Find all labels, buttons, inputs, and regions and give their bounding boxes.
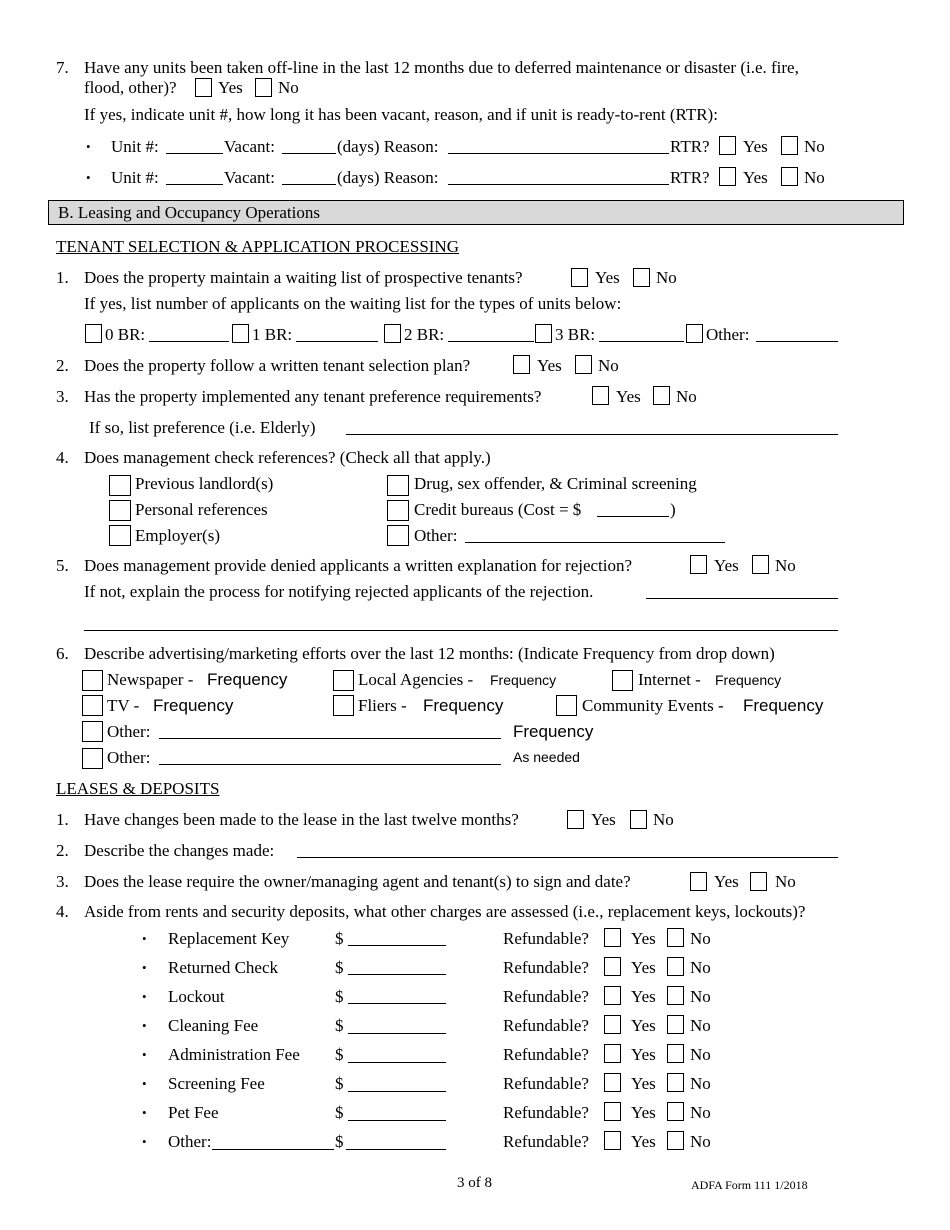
- ad-local-agencies-frequency-select[interactable]: Frequency: [490, 672, 557, 688]
- ad-community-events-frequency-select[interactable]: Frequency: [743, 696, 824, 715]
- unit-3br-field[interactable]: [599, 341, 684, 342]
- fee-administration-amount[interactable]: [348, 1062, 446, 1063]
- fee-lockout-label: Lockout: [168, 987, 225, 1006]
- yes-label: Yes: [631, 1016, 656, 1035]
- fee-cleaning-amount[interactable]: [348, 1033, 446, 1034]
- ref-previous-landlord-checkbox[interactable]: [109, 475, 131, 496]
- ad-community-events-checkbox[interactable]: [556, 695, 577, 716]
- yes-label: Yes: [631, 958, 656, 977]
- ad-other1-label: Other:: [107, 722, 151, 741]
- no-label: No: [690, 1045, 711, 1064]
- dollar-sign: $: [335, 1132, 344, 1151]
- leases-q1-no-checkbox[interactable]: [630, 810, 647, 829]
- reason-field[interactable]: [448, 153, 669, 154]
- yes-label: Yes: [631, 987, 656, 1006]
- leases-q1-number: 1.: [56, 810, 69, 829]
- fee-other-refundable-no[interactable]: [667, 1131, 684, 1150]
- unit-2br-field[interactable]: [448, 341, 534, 342]
- yes-label: Yes: [631, 929, 656, 948]
- ref-other-label: Other:: [414, 526, 458, 545]
- leases-q1-text: Have changes been made to the lease in the last twelve months?: [84, 810, 519, 829]
- yes-label: Yes: [743, 168, 768, 187]
- no-label: No: [656, 268, 677, 287]
- no-label: No: [690, 1103, 711, 1122]
- preference-field[interactable]: [346, 434, 838, 435]
- fee-other-name-field[interactable]: [212, 1149, 334, 1150]
- unit-label: Unit #:: [111, 168, 159, 187]
- bullet: •: [142, 1134, 147, 1149]
- refundable-label: Refundable?: [503, 1103, 589, 1122]
- no-label: No: [690, 1016, 711, 1035]
- refundable-label: Refundable?: [503, 1045, 589, 1064]
- rtr-yes-checkbox[interactable]: [719, 167, 736, 186]
- q7-number: 7.: [56, 58, 69, 77]
- ad-tv-label: TV -: [107, 696, 140, 715]
- unit-other-field[interactable]: [756, 341, 838, 342]
- vacant-days-field[interactable]: [282, 184, 336, 185]
- unit-number-field[interactable]: [166, 153, 223, 154]
- fee-administration-refundable-yes[interactable]: [604, 1044, 621, 1063]
- rtr-no-checkbox[interactable]: [781, 136, 798, 155]
- refundable-label: Refundable?: [503, 1132, 589, 1151]
- form-id: ADFA Form 111 1/2018: [691, 1178, 808, 1192]
- no-label: No: [775, 556, 796, 575]
- leases-q3-text: Does the lease require the owner/managing agent and tenant(s) to sign and date?: [84, 872, 631, 891]
- tenant-q1-yes-checkbox[interactable]: [571, 268, 588, 287]
- section-b-header: [48, 200, 904, 225]
- ad-fliers-checkbox[interactable]: [333, 695, 354, 716]
- refundable-label: Refundable?: [503, 1074, 589, 1093]
- ad-newspaper-label: Newspaper -: [107, 670, 194, 689]
- ad-local-agencies-label: Local Agencies -: [358, 670, 474, 689]
- fee-pet-refundable-yes[interactable]: [604, 1102, 621, 1121]
- leases-q3-yes-checkbox[interactable]: [690, 872, 707, 891]
- ad-fliers-label: Fliers -: [358, 696, 407, 715]
- bullet: •: [142, 931, 147, 946]
- bullet: •: [142, 1076, 147, 1091]
- tenant-q5-text: Does management provide denied applicants a written explanation for rejection?: [84, 556, 633, 575]
- days-reason-label: (days) Reason:: [337, 168, 439, 187]
- bullet: •: [142, 989, 147, 1004]
- dollar-sign: $: [335, 929, 344, 948]
- fee-replacement-key-label: Replacement Key: [168, 929, 290, 948]
- tenant-q2-no-checkbox[interactable]: [575, 355, 592, 374]
- tenant-q3-text: Has the property implemented any tenant preference requirements?: [84, 387, 542, 406]
- refundable-label: Refundable?: [503, 1016, 589, 1035]
- ad-internet-checkbox[interactable]: [612, 670, 633, 691]
- ad-community-events-label: Community Events -: [582, 696, 724, 715]
- no-label: No: [690, 1132, 711, 1151]
- bullet: •: [86, 170, 91, 185]
- ad-newspaper-frequency-select[interactable]: Frequency: [207, 670, 288, 689]
- no-label: No: [690, 929, 711, 948]
- unit-0br-field[interactable]: [149, 341, 229, 342]
- unit-2br-checkbox[interactable]: [384, 324, 401, 343]
- unit-3br-label: 3 BR:: [555, 325, 596, 344]
- yes-label: Yes: [537, 356, 562, 375]
- fee-other-refundable-yes[interactable]: [604, 1131, 621, 1150]
- tenant-q1-text: Does the property maintain a waiting list of prospective tenants?: [84, 268, 523, 287]
- vacant-days-field[interactable]: [282, 153, 336, 154]
- rtr-no-checkbox[interactable]: [781, 167, 798, 186]
- tenant-selection-heading: TENANT SELECTION & APPLICATION PROCESSING: [56, 237, 459, 256]
- leases-heading: LEASES & DEPOSITS: [56, 779, 220, 798]
- unit-other-label: Other:: [706, 325, 750, 344]
- tenant-q1-sub: If yes, list number of applicants on the waiting list for the types of units below:: [84, 294, 622, 313]
- no-label: No: [653, 810, 674, 829]
- fee-cleaning-refundable-yes[interactable]: [604, 1015, 621, 1034]
- dollar-sign: $: [335, 987, 344, 1006]
- ref-drug-screening-label: Drug, sex offender, & Criminal screening: [414, 474, 697, 493]
- unit-1br-field[interactable]: [296, 341, 378, 342]
- yes-label: Yes: [616, 387, 641, 406]
- q7-no-checkbox[interactable]: [255, 78, 272, 97]
- reason-field[interactable]: [448, 184, 669, 185]
- yes-label: Yes: [631, 1103, 656, 1122]
- leases-q4-number: 4.: [56, 902, 69, 921]
- ad-internet-label: Internet -: [638, 670, 701, 689]
- ad-other2-field[interactable]: [159, 764, 501, 765]
- tenant-q2-yes-checkbox[interactable]: [513, 355, 530, 374]
- q7-instruction: If yes, indicate unit #, how long it has been vacant, reason, and if unit is ready-to-rent (RTR):: [84, 105, 718, 124]
- tenant-q5-number: 5.: [56, 556, 69, 575]
- fee-administration-label: Administration Fee: [168, 1045, 300, 1064]
- rejection-process-field-line2[interactable]: [84, 630, 838, 631]
- dollar-sign: $: [335, 1074, 344, 1093]
- fee-lockout-amount[interactable]: [348, 1003, 446, 1004]
- fee-replacement-key-amount[interactable]: [348, 945, 446, 946]
- tenant-q5-yes-checkbox[interactable]: [690, 555, 707, 574]
- ref-drug-screening-checkbox[interactable]: [387, 475, 409, 496]
- rtr-label: RTR?: [670, 137, 710, 156]
- no-label: No: [804, 168, 825, 187]
- ref-credit-bureaus-checkbox[interactable]: [387, 500, 409, 521]
- yes-label: Yes: [591, 810, 616, 829]
- fee-returned-check-refundable-yes[interactable]: [604, 957, 621, 976]
- yes-label: Yes: [595, 268, 620, 287]
- refundable-label: Refundable?: [503, 929, 589, 948]
- no-label: No: [690, 1074, 711, 1093]
- yes-label: Yes: [631, 1132, 656, 1151]
- unit-other-checkbox[interactable]: [686, 324, 703, 343]
- ad-other2-label: Other:: [107, 748, 151, 767]
- tenant-q3-no-checkbox[interactable]: [653, 386, 670, 405]
- tenant-q5-sub: If not, explain the process for notifying rejected applicants of the rejection.: [84, 582, 594, 601]
- fee-replacement-key-refundable-yes[interactable]: [604, 928, 621, 947]
- tenant-q6-number: 6.: [56, 644, 69, 663]
- yes-label: Yes: [631, 1045, 656, 1064]
- fee-returned-check-amount[interactable]: [348, 974, 446, 975]
- bullet: •: [142, 960, 147, 975]
- ref-other-checkbox[interactable]: [387, 525, 409, 546]
- no-label: No: [598, 356, 619, 375]
- fee-screening-refundable-yes[interactable]: [604, 1073, 621, 1092]
- ref-previous-landlord-label: Previous landlord(s): [135, 474, 274, 493]
- no-label: No: [676, 387, 697, 406]
- leases-q3-no-checkbox[interactable]: [750, 872, 767, 891]
- ad-local-agencies-checkbox[interactable]: [333, 670, 354, 691]
- fee-cleaning-label: Cleaning Fee: [168, 1016, 259, 1035]
- fee-other-label: Other:: [168, 1132, 212, 1151]
- leases-q3-number: 3.: [56, 872, 69, 891]
- fee-pet-refundable-no[interactable]: [667, 1102, 684, 1121]
- rejection-process-field[interactable]: [646, 598, 838, 599]
- lease-changes-field[interactable]: [297, 857, 838, 858]
- dollar-sign: $: [335, 1103, 344, 1122]
- ref-personal-checkbox[interactable]: [109, 500, 131, 521]
- tenant-q1-number: 1.: [56, 268, 69, 287]
- ad-tv-frequency-select[interactable]: Frequency: [153, 696, 234, 715]
- refundable-label: Refundable?: [503, 958, 589, 977]
- rtr-label: RTR?: [670, 168, 710, 187]
- no-label: No: [278, 78, 299, 97]
- tenant-q2-number: 2.: [56, 356, 69, 375]
- ad-other1-checkbox[interactable]: [82, 721, 103, 742]
- section-b-title: B. Leasing and Occupancy Operations: [58, 203, 320, 222]
- ad-internet-frequency-select[interactable]: Frequency: [715, 672, 782, 688]
- leases-q4-text: Aside from rents and security deposits, what other charges are assessed (i.e., replacement keys, lockouts)?: [84, 902, 806, 921]
- tenant-q6-text: Describe advertising/marketing efforts over the last 12 months: (Indicate Frequency from drop down): [84, 644, 775, 663]
- yes-label: Yes: [714, 556, 739, 575]
- ad-other1-field[interactable]: [159, 738, 501, 739]
- ad-newspaper-checkbox[interactable]: [82, 670, 103, 691]
- tenant-q3-number: 3.: [56, 387, 69, 406]
- no-label: No: [690, 987, 711, 1006]
- fee-screening-label: Screening Fee: [168, 1074, 265, 1093]
- leases-q2-text: Describe the changes made:: [84, 841, 275, 860]
- tenant-q3-sub: If so, list preference (i.e. Elderly): [89, 418, 316, 437]
- fee-other-amount[interactable]: [346, 1149, 446, 1150]
- unit-number-field[interactable]: [166, 184, 223, 185]
- fee-pet-label: Pet Fee: [168, 1103, 219, 1122]
- unit-1br-checkbox[interactable]: [232, 324, 249, 343]
- ad-fliers-frequency-select[interactable]: Frequency: [423, 696, 504, 715]
- unit-3br-checkbox[interactable]: [535, 324, 552, 343]
- leases-q1-yes-checkbox[interactable]: [567, 810, 584, 829]
- unit-label: Unit #:: [111, 137, 159, 156]
- yes-label: Yes: [631, 1074, 656, 1093]
- no-label: No: [775, 872, 796, 891]
- fee-replacement-key-refundable-no[interactable]: [667, 928, 684, 947]
- fee-pet-amount[interactable]: [348, 1120, 446, 1121]
- ad-other1-frequency-select[interactable]: Frequency: [513, 722, 594, 741]
- page-number: 3 of 8: [457, 1175, 492, 1191]
- ref-other-field[interactable]: [465, 542, 725, 543]
- credit-close-paren: ): [670, 500, 676, 519]
- tenant-q1-no-checkbox[interactable]: [633, 268, 650, 287]
- fee-lockout-refundable-no[interactable]: [667, 986, 684, 1005]
- unit-0br-label: 0 BR:: [105, 325, 146, 344]
- bullet: •: [142, 1105, 147, 1120]
- no-label: No: [690, 958, 711, 977]
- ref-credit-bureaus-label: Credit bureaus (Cost = $: [414, 500, 582, 519]
- vacant-label: Vacant:: [224, 168, 275, 187]
- fee-screening-refundable-no[interactable]: [667, 1073, 684, 1092]
- yes-label: Yes: [743, 137, 768, 156]
- bullet: •: [142, 1018, 147, 1033]
- bullet: •: [142, 1047, 147, 1062]
- unit-0br-checkbox[interactable]: [85, 324, 102, 343]
- rtr-yes-checkbox[interactable]: [719, 136, 736, 155]
- ad-tv-checkbox[interactable]: [82, 695, 103, 716]
- fee-cleaning-refundable-no[interactable]: [667, 1015, 684, 1034]
- days-reason-label: (days) Reason:: [337, 137, 439, 156]
- ad-other2-frequency-select[interactable]: As needed: [513, 749, 580, 765]
- tenant-q3-yes-checkbox[interactable]: [592, 386, 609, 405]
- tenant-q4-number: 4.: [56, 448, 69, 467]
- unit-2br-label: 2 BR:: [404, 325, 445, 344]
- ref-employer-checkbox[interactable]: [109, 525, 131, 546]
- refundable-label: Refundable?: [503, 987, 589, 1006]
- dollar-sign: $: [335, 1045, 344, 1064]
- tenant-q5-no-checkbox[interactable]: [752, 555, 769, 574]
- fee-administration-refundable-no[interactable]: [667, 1044, 684, 1063]
- ref-employer-label: Employer(s): [135, 526, 220, 545]
- fee-returned-check-label: Returned Check: [168, 958, 278, 977]
- bullet: •: [86, 139, 91, 154]
- no-label: No: [804, 137, 825, 156]
- yes-label: Yes: [714, 872, 739, 891]
- leases-q2-number: 2.: [56, 841, 69, 860]
- fee-lockout-refundable-yes[interactable]: [604, 986, 621, 1005]
- q7-text-line2: flood, other)?: [84, 78, 177, 97]
- credit-cost-field[interactable]: [597, 516, 669, 517]
- vacant-label: Vacant:: [224, 137, 275, 156]
- tenant-q2-text: Does the property follow a written tenant selection plan?: [84, 356, 471, 375]
- q7-yes-checkbox[interactable]: [195, 78, 212, 97]
- unit-1br-label: 1 BR:: [252, 325, 293, 344]
- tenant-q4-text: Does management check references? (Check all that apply.): [84, 448, 491, 467]
- ad-other2-checkbox[interactable]: [82, 748, 103, 769]
- dollar-sign: $: [335, 958, 344, 977]
- fee-returned-check-refundable-no[interactable]: [667, 957, 684, 976]
- fee-screening-amount[interactable]: [348, 1091, 446, 1092]
- q7-text-line1: Have any units been taken off-line in the last 12 months due to deferred maintenance or disaster (i.e. fire,: [84, 58, 799, 77]
- dollar-sign: $: [335, 1016, 344, 1035]
- ref-personal-label: Personal references: [135, 500, 268, 519]
- yes-label: Yes: [218, 78, 243, 97]
